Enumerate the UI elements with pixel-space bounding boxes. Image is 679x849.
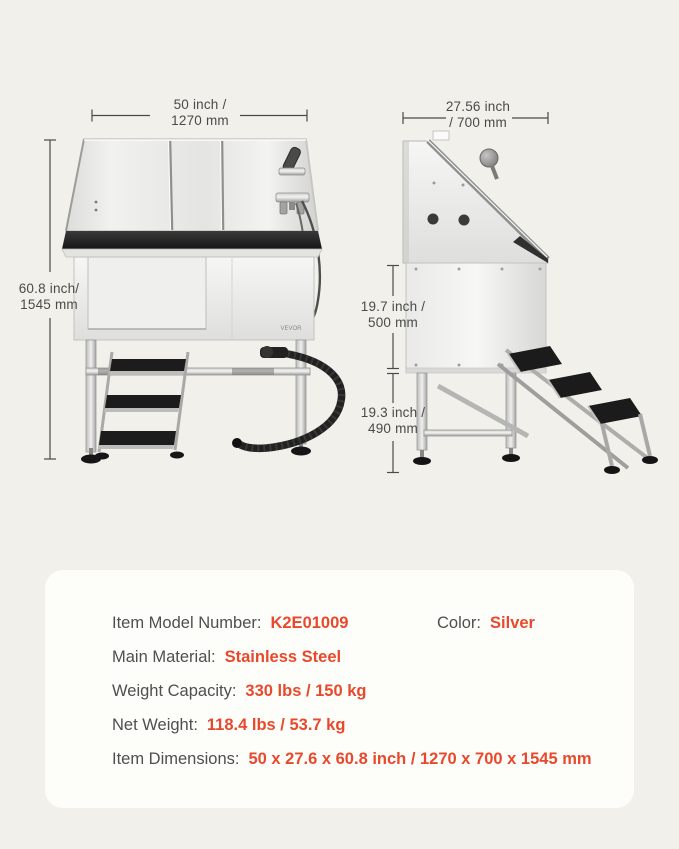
tub-front-lip xyxy=(62,249,322,257)
spec-value: K2E01009 xyxy=(270,614,349,632)
dim-text: / 700 mm xyxy=(449,114,507,130)
dim-text: 60.8 inch/ xyxy=(18,281,80,296)
spec-value: Stainless Steel xyxy=(224,648,342,666)
tub-interior-rim xyxy=(62,231,322,249)
shower-head xyxy=(480,149,498,167)
spec-label: Net Weight: xyxy=(112,716,198,734)
front-splash-panel xyxy=(66,139,318,231)
dim-text: 490 mm xyxy=(368,420,418,436)
spec-label: Item Dimensions: xyxy=(112,750,240,768)
leveling-foot xyxy=(291,447,311,456)
dim-label-height-total xyxy=(6,281,92,312)
sprayer-bracket xyxy=(279,168,305,175)
leveling-foot xyxy=(502,454,520,462)
stowed-stairs xyxy=(95,352,188,460)
sliding-door xyxy=(88,257,206,329)
spec-label: Color: xyxy=(437,614,482,632)
spec-label: Main Material: xyxy=(112,648,216,666)
spec-value: Silver xyxy=(490,614,535,632)
drain-hose xyxy=(232,346,342,448)
dim-text: 19.3 inch / xyxy=(360,405,426,420)
dim-text: 1270 mm xyxy=(171,112,229,128)
spec-value: 50 x 27.6 x 60.8 inch / 1270 x 700 x 1545 mm xyxy=(248,750,592,768)
spec-value: 118.4 lbs / 53.7 kg xyxy=(206,716,346,734)
stair-foot xyxy=(604,466,620,474)
deployed-stairs xyxy=(498,346,658,474)
vevor-logo: VEVOR xyxy=(280,326,302,332)
dim-label-height-tub xyxy=(338,299,448,330)
dim-text: 500 mm xyxy=(368,314,418,330)
spout xyxy=(289,202,295,210)
spec-row-weight-capacity xyxy=(112,674,634,708)
tap-handle-left xyxy=(280,202,287,214)
spec-pair-color xyxy=(437,606,535,640)
spec-row-dimensions xyxy=(112,742,634,776)
dim-text: 1545 mm xyxy=(20,296,78,312)
front-view-illustration xyxy=(62,139,342,464)
dim-label-depth-side xyxy=(408,99,548,130)
spec-row-model xyxy=(112,606,634,640)
dim-label-height-legs xyxy=(338,405,448,436)
mixer-body xyxy=(276,193,309,202)
spec-card xyxy=(45,570,634,808)
dim-text: 27.56 inch xyxy=(445,99,511,114)
spec-label: Item Model Number: xyxy=(112,614,262,632)
shower-head-handle xyxy=(492,166,497,179)
spec-label: Weight Capacity: xyxy=(112,682,237,700)
side-hole xyxy=(428,214,439,225)
dim-text: 19.7 inch / xyxy=(360,299,426,314)
side-hole xyxy=(459,215,470,226)
stair-foot xyxy=(642,456,658,464)
dim-label-width-front xyxy=(130,97,270,128)
spec-value: 330 lbs / 150 kg xyxy=(245,682,367,700)
leveling-foot xyxy=(413,457,431,465)
dim-text: 50 inch / xyxy=(173,97,227,112)
spec-row-material xyxy=(112,640,634,674)
spec-row-net-weight xyxy=(112,708,634,742)
